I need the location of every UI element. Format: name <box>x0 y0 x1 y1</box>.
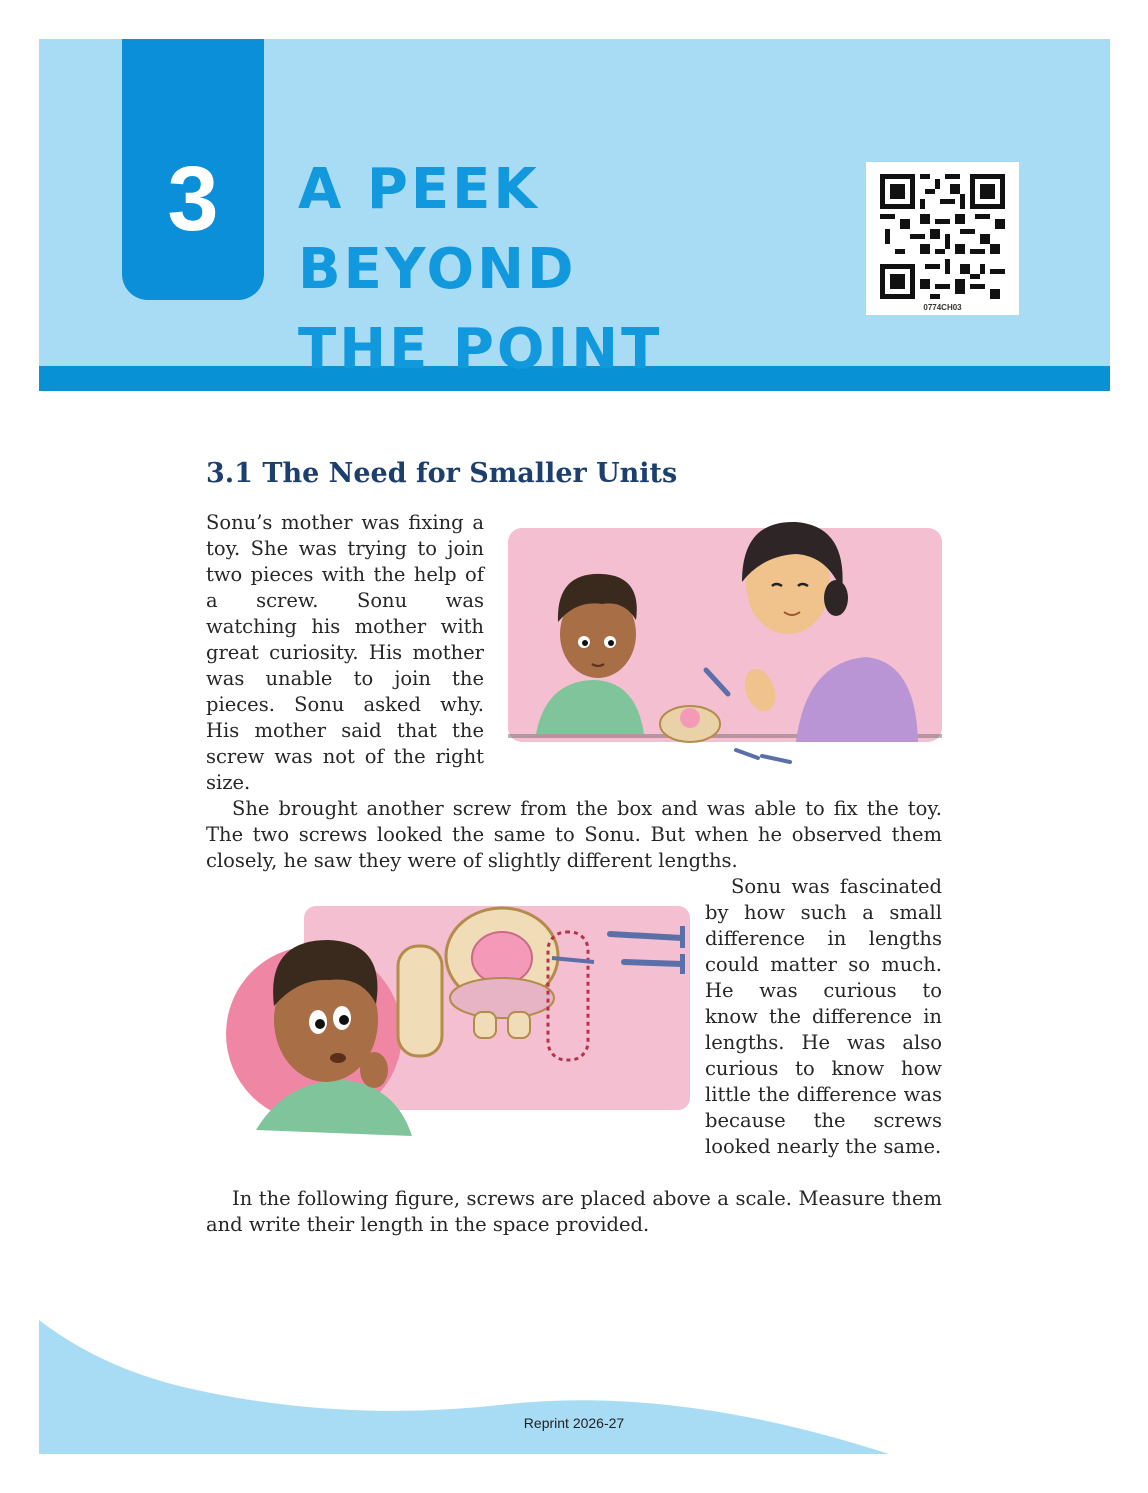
qr-code[interactable] <box>866 162 1019 315</box>
chapter-title <box>298 150 838 390</box>
paragraph-1: Sonu’s mother was fixing a toy. She was trying to join two pieces with the help of a screw. Sonu was watching his mother with great curiosity. His mother was unable to join the pieces. Sonu asked why. His mother said that the screw was not of the right size. <box>206 511 484 794</box>
chapter-number: 3 <box>167 148 219 250</box>
paragraph-4: In the following figure, screws are placed above a scale. Measure them and write their length in the space provided. <box>206 1187 942 1236</box>
reprint-notice: Reprint 2026-27 <box>523 1415 625 1431</box>
chapter-number-tab <box>122 39 264 300</box>
qr-code-icon <box>880 174 1005 299</box>
footer-wave <box>39 1316 889 1454</box>
chapter-title-line1: A PEEK BEYOND <box>298 157 577 302</box>
section-heading: 3.1 The Need for Smaller Units <box>206 458 678 489</box>
paragraph-3: Sonu was fascinated by how such a small difference in lengths could matter so much. He was curious to know the difference in lengths. He was also curious to know how little the difference was because the screws looked nearly the same. <box>705 875 942 1158</box>
boy-thinking-screws-illustration <box>226 900 692 1146</box>
paragraph-2: She brought another screw from the box and was able to fix the toy. The two screws looked the same to Sonu. But when he observed them closely, he saw they were of slightly different lengths. <box>206 797 942 872</box>
mother-fixing-toy-illustration <box>506 512 944 772</box>
chapter-title-line2: THE POINT <box>298 317 663 382</box>
qr-code-label: 0774CH03 <box>923 303 962 312</box>
